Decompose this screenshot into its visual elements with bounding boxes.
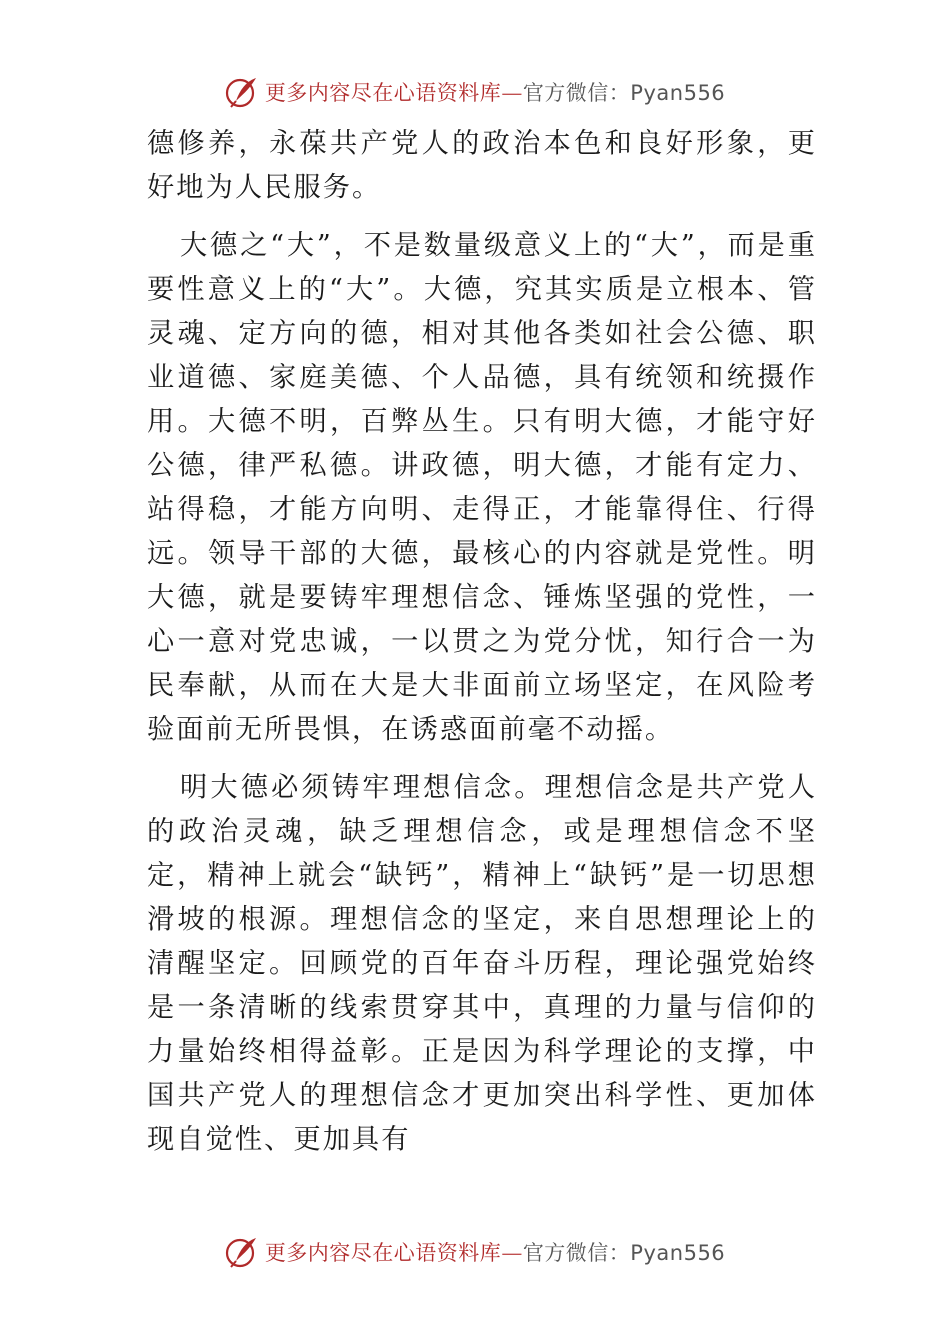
header-wechat: 官方微信：Pyan556 <box>522 81 726 105</box>
header-separator: — <box>501 81 523 105</box>
header-text <box>265 77 725 107</box>
feather-quill-logo <box>225 75 259 109</box>
footer-text <box>265 1237 725 1267</box>
feather-quill-logo <box>225 1235 259 1269</box>
footer-banner <box>0 1232 950 1272</box>
footer-wechat: 官方微信：Pyan556 <box>522 1241 726 1265</box>
header-banner <box>0 72 950 112</box>
paragraph-1: 德修养，永葆共产党人的政治本色和良好形象，更好地为人民服务。 <box>147 128 817 203</box>
paragraph-2: 大德之“大”，不是数量级意义上的“大”，而是重要性意义上的“大”。大德，究其实质是立根本、管灵魂、定方向的德，相对其他各类如社会公德、职业道德、家庭美德、个人品德，具有统领和统摄作用。大德不明，百弊丛生。只有明大德，才能守好公德，律严私德。讲政德，明大德，才能有定力、站得稳，才能方向明、走得正，才能靠得住、行得远。领导干部的大德，最核心的内容就是党性。明大德，就是要铸牢理想信念、锤炼坚强的党性，一心一意对党忠诚，一以贯之为党分忧，知行合一为民奉献，从而在大是大非面前立场坚定，在风险考验面前无所畏惧，在诱惑面前毫不动摇。 <box>147 230 817 745</box>
footer-separator: — <box>501 1241 523 1265</box>
document-body <box>147 122 817 1162</box>
paragraph-3: 明大德必须铸牢理想信念。理想信念是共产党人的政治灵魂，缺乏理想信念，或是理想信念不坚定，精神上就会“缺钙”，精神上“缺钙”是一切思想滑坡的根源。理想信念的坚定，来自思想理论上的清醒坚定。回顾党的百年奋斗历程，理论强党始终是一条清晰的线索贯穿其中，真理的力量与信仰的力量始终相得益彰。正是因为科学理论的支撑，中国共产党人的理想信念才更加突出科学性、更加体现自觉性、更加具有 <box>147 772 817 1155</box>
footer-brand: 更多内容尽在心语资料库 <box>264 1241 502 1265</box>
header-brand: 更多内容尽在心语资料库 <box>264 81 502 105</box>
